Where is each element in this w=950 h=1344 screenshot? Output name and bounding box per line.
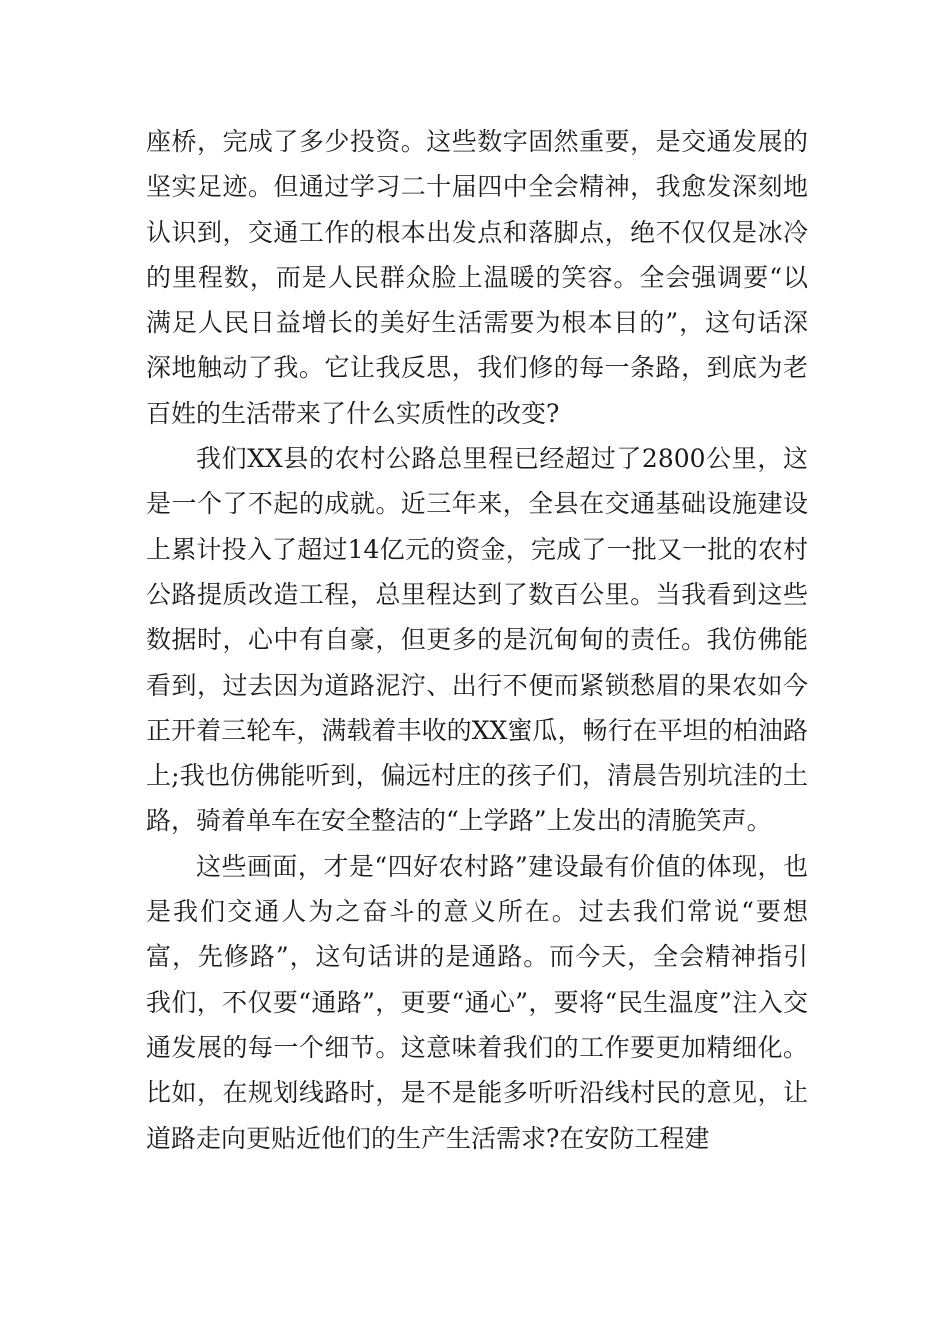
paragraph-2: 我们XX县的农村公路总里程已经超过了2800公里，这是一个了不起的成就。近三年来，全县在交通基础设施建设上累计投入了超过14亿元的资金，完成了一批又一批的农村公路提质改造工程，总里程达到了数百公里。当我看到这些数据时，心中有自豪，但更多的是沉甸甸的责任。我仿佛能看到，过去因为道路泥泞、出行不便而紧锁愁眉的果农如今正开着三轮车，满载着丰收的XX蜜瓜，畅行在平坦的柏油路上;我也仿佛能听到，偏远村庄的孩子们，清晨告别坑洼的土路，骑着单车在安全整洁的“上学路”上发出的清脆笑声。 [146, 444, 808, 836]
paragraph-3: 这些画面，才是“四好农村路”建设最有价值的体现，也是我们交通人为之奋斗的意义所在。过去我们常说“要想富，先修路”，这句话讲的是通路。而今天，全会精神指引我们，不仅要“通路”，更要“通心”，要将“民生温度”注入交通发展的每一个细节。这意味着我们的工作要更加精细化。比如，在规划线路时，是不是能多听听沿线村民的意见，让道路走向更贴近他们的生产生活需求?在安防工程建 [146, 851, 808, 1153]
paragraph-1: 座桥，完成了多少投资。这些数字固然重要，是交通发展的坚实足迹。但通过学习二十届四中全会精神，我愈发深刻地认识到，交通工作的根本出发点和落脚点，绝不仅仅是冰冷的里程数，而是人民群众脸上温暖的笑容。全会强调要“以满足人民日益增长的美好生活需要为根本目的”，这句话深深地触动了我。它让我反思，我们修的每一条路，到底为老百姓的生活带来了什么实质性的改变? [146, 127, 808, 428]
body-text [146, 119, 808, 1161]
